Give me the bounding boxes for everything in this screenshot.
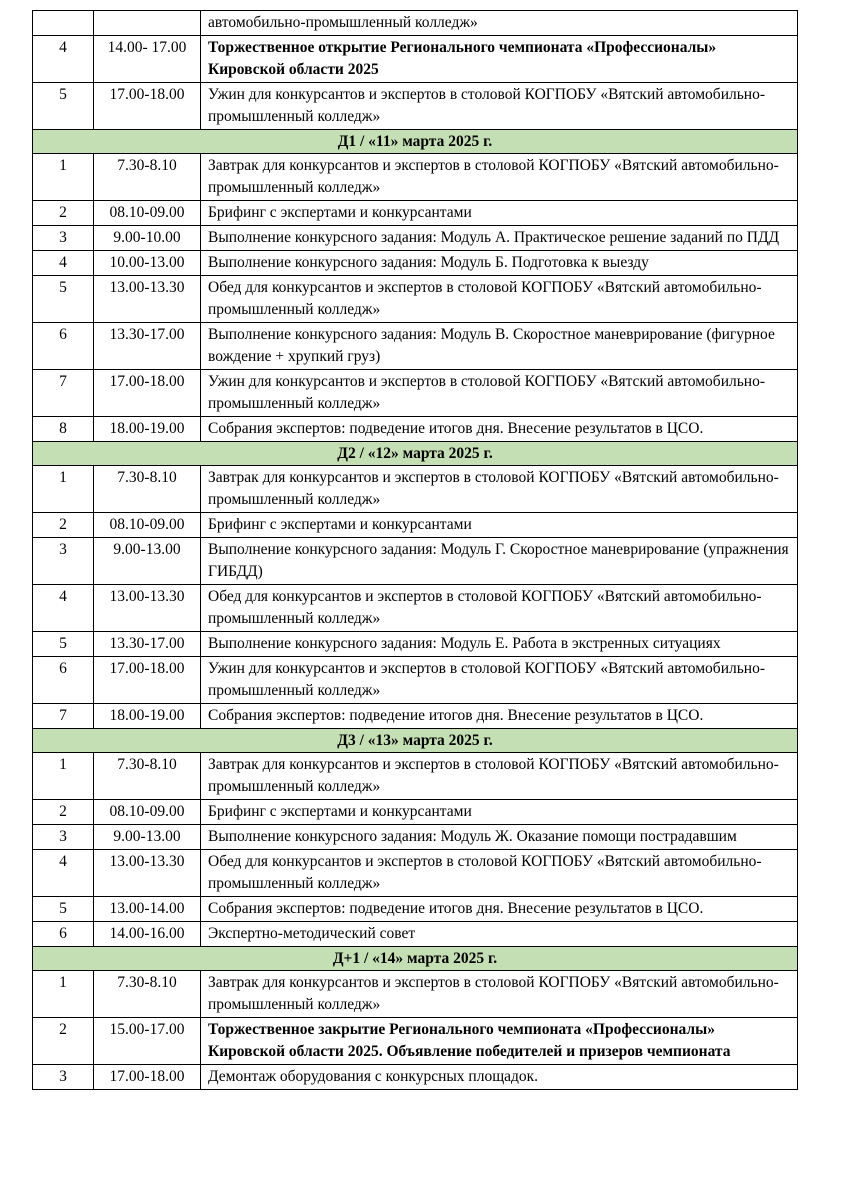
row-time: 13.00-13.30	[94, 850, 201, 897]
table-row	[33, 1065, 798, 1090]
table-row	[33, 585, 798, 632]
row-time: 14.00-16.00	[94, 922, 201, 947]
table-row	[33, 251, 798, 276]
row-time: 7.30-8.10	[94, 154, 201, 201]
table-row	[33, 11, 798, 36]
row-number: 2	[33, 1018, 94, 1065]
table-row	[33, 538, 798, 585]
day-header: Д3 / «13» марта 2025 г.	[33, 729, 798, 753]
row-time: 08.10-09.00	[94, 201, 201, 226]
row-number: 2	[33, 513, 94, 538]
row-number: 6	[33, 657, 94, 704]
row-number: 3	[33, 825, 94, 850]
table-row	[33, 201, 798, 226]
row-activity: Собрания экспертов: подведение итогов дня. Внесение результатов в ЦСО.	[201, 897, 798, 922]
row-activity: Выполнение конкурсного задания: Модуль Е. Работа в экстренных ситуациях	[201, 632, 798, 657]
row-number: 5	[33, 632, 94, 657]
row-time: 10.00-13.00	[94, 251, 201, 276]
table-row	[33, 657, 798, 704]
row-time: 08.10-09.00	[94, 513, 201, 538]
row-time: 13.00-13.30	[94, 585, 201, 632]
row-time	[94, 11, 201, 36]
row-time: 17.00-18.00	[94, 657, 201, 704]
row-number: 3	[33, 226, 94, 251]
table-row	[33, 800, 798, 825]
row-time: 15.00-17.00	[94, 1018, 201, 1065]
row-time: 9.00-13.00	[94, 825, 201, 850]
table-row	[33, 513, 798, 538]
schedule-body	[33, 11, 798, 1090]
row-time: 08.10-09.00	[94, 800, 201, 825]
row-number: 6	[33, 323, 94, 370]
row-number: 4	[33, 585, 94, 632]
row-number: 2	[33, 201, 94, 226]
row-activity: Выполнение конкурсного задания: Модуль Б. Подготовка к выезду	[201, 251, 798, 276]
row-number: 2	[33, 800, 94, 825]
schedule-table	[32, 10, 798, 1090]
day-header: Д1 / «11» марта 2025 г.	[33, 130, 798, 154]
row-number: 3	[33, 1065, 94, 1090]
table-row	[33, 154, 798, 201]
table-row	[33, 276, 798, 323]
row-time: 13.00-14.00	[94, 897, 201, 922]
row-activity: Ужин для конкурсантов и экспертов в столовой КОГПОБУ «Вятский автомобильно-промышленный колледж»	[201, 370, 798, 417]
schedule-page	[32, 10, 797, 1090]
row-time: 13.30-17.00	[94, 632, 201, 657]
row-time: 7.30-8.10	[94, 466, 201, 513]
row-number: 5	[33, 897, 94, 922]
row-number: 7	[33, 704, 94, 729]
row-time: 9.00-10.00	[94, 226, 201, 251]
row-time: 7.30-8.10	[94, 753, 201, 800]
row-activity: Ужин для конкурсантов и экспертов в столовой КОГПОБУ «Вятский автомобильно-промышленный колледж»	[201, 657, 798, 704]
row-activity: Торжественное открытие Регионального чемпионата «Профессионалы» Кировской области 2025	[201, 36, 798, 83]
table-row	[33, 83, 798, 130]
row-number	[33, 11, 94, 36]
day-header-row	[33, 130, 798, 154]
day-header-row	[33, 442, 798, 466]
table-row	[33, 466, 798, 513]
row-activity: Экспертно-методический совет	[201, 922, 798, 947]
row-time: 17.00-18.00	[94, 370, 201, 417]
day-header-row	[33, 729, 798, 753]
day-header: Д2 / «12» марта 2025 г.	[33, 442, 798, 466]
row-number: 3	[33, 538, 94, 585]
row-time: 13.30-17.00	[94, 323, 201, 370]
row-time: 13.00-13.30	[94, 276, 201, 323]
table-row	[33, 226, 798, 251]
row-number: 1	[33, 154, 94, 201]
day-header: Д+1 / «14» марта 2025 г.	[33, 947, 798, 971]
row-activity: Обед для конкурсантов и экспертов в столовой КОГПОБУ «Вятский автомобильно-промышленный колледж»	[201, 276, 798, 323]
row-activity: Выполнение конкурсного задания: Модуль Г. Скоростное маневрирование (упражнения ГИБДД)	[201, 538, 798, 585]
row-activity: Ужин для конкурсантов и экспертов в столовой КОГПОБУ «Вятский автомобильно-промышленный колледж»	[201, 83, 798, 130]
row-activity: Демонтаж оборудования с конкурсных площадок.	[201, 1065, 798, 1090]
row-activity: Завтрак для конкурсантов и экспертов в столовой КОГПОБУ «Вятский автомобильно-промышленный колледж»	[201, 971, 798, 1018]
row-number: 6	[33, 922, 94, 947]
row-time: 18.00-19.00	[94, 704, 201, 729]
row-number: 1	[33, 466, 94, 513]
row-activity: автомобильно-промышленный колледж»	[201, 11, 798, 36]
row-time: 9.00-13.00	[94, 538, 201, 585]
row-time: 14.00- 17.00	[94, 36, 201, 83]
table-row	[33, 632, 798, 657]
table-row	[33, 1018, 798, 1065]
table-row	[33, 417, 798, 442]
row-activity: Брифинг с экспертами и конкурсантами	[201, 800, 798, 825]
row-number: 4	[33, 251, 94, 276]
row-activity: Собрания экспертов: подведение итогов дня. Внесение результатов в ЦСО.	[201, 704, 798, 729]
table-row	[33, 370, 798, 417]
table-row	[33, 922, 798, 947]
table-row	[33, 323, 798, 370]
row-time: 17.00-18.00	[94, 1065, 201, 1090]
row-activity: Завтрак для конкурсантов и экспертов в столовой КОГПОБУ «Вятский автомобильно-промышленный колледж»	[201, 753, 798, 800]
row-activity: Обед для конкурсантов и экспертов в столовой КОГПОБУ «Вятский автомобильно-промышленный колледж»	[201, 585, 798, 632]
table-row	[33, 825, 798, 850]
table-row	[33, 704, 798, 729]
row-number: 1	[33, 971, 94, 1018]
table-row	[33, 971, 798, 1018]
row-activity: Собрания экспертов: подведение итогов дня. Внесение результатов в ЦСО.	[201, 417, 798, 442]
row-activity: Брифинг с экспертами и конкурсантами	[201, 201, 798, 226]
row-activity: Завтрак для конкурсантов и экспертов в столовой КОГПОБУ «Вятский автомобильно-промышленный колледж»	[201, 466, 798, 513]
row-number: 4	[33, 36, 94, 83]
table-row	[33, 897, 798, 922]
row-activity: Выполнение конкурсного задания: Модуль В. Скоростное маневрирование (фигурное вождение + хрупкий груз)	[201, 323, 798, 370]
row-activity: Завтрак для конкурсантов и экспертов в столовой КОГПОБУ «Вятский автомобильно-промышленный колледж»	[201, 154, 798, 201]
table-row	[33, 850, 798, 897]
row-number: 5	[33, 276, 94, 323]
row-activity: Обед для конкурсантов и экспертов в столовой КОГПОБУ «Вятский автомобильно-промышленный колледж»	[201, 850, 798, 897]
table-row	[33, 36, 798, 83]
row-number: 7	[33, 370, 94, 417]
row-time: 18.00-19.00	[94, 417, 201, 442]
row-activity: Выполнение конкурсного задания: Модуль Ж. Оказание помощи пострадавшим	[201, 825, 798, 850]
row-activity: Выполнение конкурсного задания: Модуль А. Практическое решение заданий по ПДД	[201, 226, 798, 251]
row-number: 4	[33, 850, 94, 897]
row-time: 17.00-18.00	[94, 83, 201, 130]
row-time: 7.30-8.10	[94, 971, 201, 1018]
table-row	[33, 753, 798, 800]
row-activity: Брифинг с экспертами и конкурсантами	[201, 513, 798, 538]
row-number: 8	[33, 417, 94, 442]
row-activity: Торжественное закрытие Регионального чемпионата «Профессионалы» Кировской области 2025. Объявление победителей и призеров чемпионата	[201, 1018, 798, 1065]
row-number: 1	[33, 753, 94, 800]
row-number: 5	[33, 83, 94, 130]
day-header-row	[33, 947, 798, 971]
